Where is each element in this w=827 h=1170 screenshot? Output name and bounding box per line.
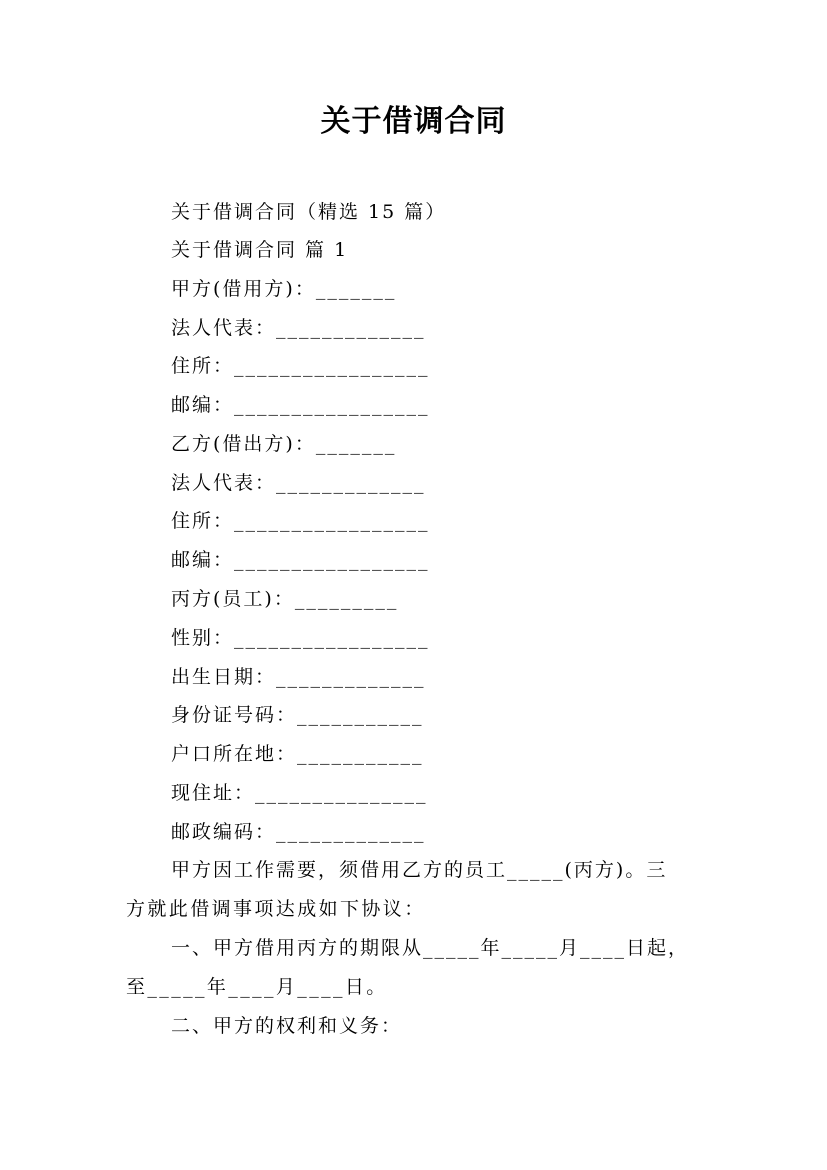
chapter-heading: 关于借调合同 篇 1 — [171, 239, 349, 261]
field-postal-code: 邮政编码：_____________ — [171, 821, 426, 843]
field-party-b-address: 住所：_________________ — [171, 510, 430, 532]
field-party-a: 甲方(借用方)：_______ — [171, 278, 397, 300]
field-party-a-legal-rep: 法人代表：_____________ — [171, 317, 426, 339]
field-birth-date: 出生日期：_____________ — [171, 666, 426, 688]
field-party-a-postcode: 邮编：_________________ — [171, 394, 430, 416]
document-subtitle: 关于借调合同（精选 15 篇） — [171, 201, 447, 223]
clause-1-line1: 一、甲方借用丙方的期限从_____年_____月____日起， — [171, 937, 690, 959]
clause-1-line2: 至_____年____月____日。 — [126, 976, 388, 998]
field-current-address: 现住址：_______________ — [171, 782, 428, 804]
clause-2-heading: 二、甲方的权利和义务： — [171, 1015, 403, 1037]
field-party-b-postcode: 邮编：_________________ — [171, 549, 430, 571]
field-party-b: 乙方(借出方)：_______ — [171, 433, 397, 455]
field-household-registration: 户口所在地：___________ — [171, 743, 424, 765]
field-party-b-legal-rep: 法人代表：_____________ — [171, 472, 426, 494]
field-party-c: 丙方(员工)：_________ — [171, 588, 399, 610]
paragraph-intro-line1: 甲方因工作需要，须借用乙方的员工_____(丙方)。三 — [171, 859, 668, 881]
paragraph-intro-line2: 方就此借调事项达成如下协议： — [126, 898, 426, 920]
document-title: 关于借调合同 — [320, 104, 507, 139]
field-gender: 性别：_________________ — [171, 627, 430, 649]
field-id-number: 身份证号码：___________ — [171, 704, 424, 726]
field-party-a-address: 住所：_________________ — [171, 355, 430, 377]
